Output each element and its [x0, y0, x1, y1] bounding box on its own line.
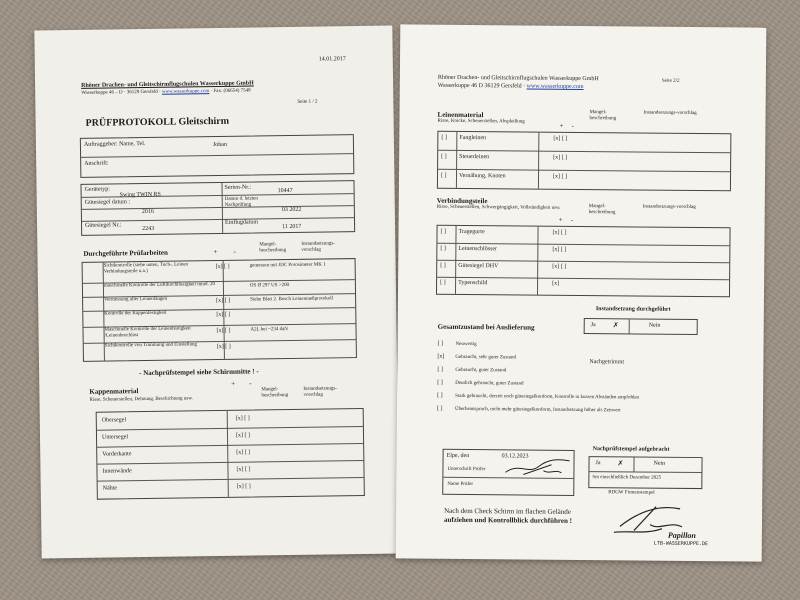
checks-plus: + — [213, 247, 218, 257]
document-date: 14.01.2017 — [318, 56, 346, 63]
repair-done-box — [584, 318, 698, 335]
check-row-label: Sichtkontrolle von Trimmung und Einstellung — [104, 342, 198, 349]
leinen-repair-header: Instandsetzungs-vorschlag — [643, 110, 697, 117]
verbindung-row-mark[interactable]: [x] [ ] — [552, 246, 567, 253]
leinen-heading: Leinenmaterial — [437, 110, 484, 120]
leinen-row-label: Vernähung, Knoten — [458, 172, 506, 180]
check-row-note: OS Ø 297 US >200 — [249, 282, 290, 289]
last-check-value[interactable]: 03 2022 — [281, 206, 302, 214]
checks-minus: - — [233, 247, 236, 256]
left-page — [34, 26, 399, 559]
state-label: Überbeanspruch, nicht mehr gütesiegelkonform, Instandsetzung höher als Zeitwert — [454, 406, 621, 414]
client-label: Auftraggeber: Name, Tel. — [83, 140, 146, 148]
leinen-row-mark[interactable]: [x] [ ] — [553, 135, 568, 142]
verbindung-defect-header: Mangel-beschreibung — [588, 204, 616, 216]
address-right-text: Wasserkuppe 46 D 36129 Gersfeld · — [437, 82, 526, 90]
verbindung-row-mark[interactable]: [x] — [552, 280, 560, 287]
repair-nein: Nein — [648, 322, 661, 329]
leinen-defect-header: Mangel-beschreibung — [589, 110, 617, 122]
verbindung-row-label: Leinenschlösser — [458, 245, 498, 253]
state-checkbox[interactable]: [x] — [437, 353, 445, 360]
flight-date-label: Einflugdatum — [224, 219, 259, 226]
kappen-row-label: Nähte — [102, 485, 118, 492]
brand-website: LTB-WASSERKUPPE.DE — [653, 540, 709, 548]
stamp-ja-check-icon[interactable]: ✗ — [617, 459, 624, 468]
check-row-label: Maschinelle Kontrolle der Leinenfestigkeit /Leinenbruchlast — [104, 326, 191, 339]
verbindung-repair-header: Instandsetzungs-vorschlag — [642, 204, 696, 210]
leinen-row-label: Steuerleinen — [459, 153, 490, 161]
kappen-row-label: Untersegel — [101, 434, 129, 441]
verbindung-row-box[interactable]: [ ] — [440, 245, 446, 252]
serial-label: Serien-Nr.: — [224, 184, 252, 191]
examiner-signature — [503, 454, 573, 479]
kappen-heading: Kappenmaterial — [89, 387, 139, 396]
seal-date-value[interactable]: 2016 — [141, 208, 154, 216]
checks-heading: Durchgeführte Prüfarbeiten — [83, 248, 168, 258]
kappen-row-mark[interactable]: [x] [ ] — [236, 466, 251, 473]
verbindung-row-box[interactable]: [ ] — [440, 262, 446, 269]
verbindung-row-box[interactable]: [ ] — [440, 228, 447, 235]
client-value[interactable]: Johan — [212, 141, 227, 149]
kappen-row-label: Vorderkante — [102, 451, 132, 458]
leinen-minus: - — [571, 121, 574, 130]
kappen-row-label: Innenwände — [102, 468, 132, 475]
state-checkbox[interactable]: [ ] — [437, 340, 444, 347]
org-address — [81, 89, 250, 97]
kappen-defect-header: Mangel-beschreibung — [261, 387, 289, 399]
kappen-minus: - — [249, 379, 252, 388]
kappen-row-mark[interactable]: [x] [ ] — [236, 483, 251, 490]
kappen-row-mark[interactable]: [x] [ ] — [235, 415, 250, 422]
stamp-subtext: RDGW Firmenstempel — [608, 490, 655, 496]
seal-number-label: Gütesiegel Nr.: — [85, 222, 122, 229]
address-text: Wasserkuppe 46 – D · 36129 Gersfeld · — [81, 89, 161, 96]
footer-line-1: Nach dem Check Schirm im flachen Gelände — [444, 506, 571, 516]
website-link-right[interactable]: www.wasserkuppe.com — [526, 83, 584, 91]
footer-line-2: aufziehen und Kontrollblick durchführen ! — [443, 515, 573, 525]
leinen-row-mark[interactable]: [x] [ ] — [553, 154, 568, 161]
kappen-row-mark[interactable]: [x] [ ] — [236, 449, 251, 456]
verbindung-row-label: Gütesiegel DHV — [458, 262, 499, 270]
stamp-heading: Nachprüfstempel aufgebracht — [592, 446, 670, 453]
page-number: Seite 1 / 2 — [297, 99, 318, 105]
checks-defect-header: Mangel-beschreibung — [259, 242, 287, 254]
device-box — [80, 180, 355, 236]
verbindung-plus: + — [558, 215, 563, 224]
right-page — [396, 24, 767, 561]
state-checkbox[interactable]: [ ] — [437, 392, 443, 399]
leinen-row-box[interactable]: [ ] — [441, 134, 447, 141]
check-row-mark[interactable]: [x] [ ] — [216, 327, 231, 335]
leinen-row-box[interactable]: [ ] — [440, 172, 447, 179]
check-row-label: Sichtkontrolle (siehe unten, Tuch-, Leinen Verbindungsteile u.a.) — [103, 262, 189, 275]
stamp-box — [588, 456, 702, 489]
place-label: Elpe, den — [446, 452, 470, 460]
website-link[interactable]: www.wasserkuppe.com — [161, 89, 210, 95]
kappen-subheading: Risse, Scheuerstellen, Dehnung, Beschichtung usw. — [89, 396, 193, 403]
check-row-note: gemessen mit JDC Porosimeter MK 1 — [249, 262, 326, 269]
verbindung-row-mark[interactable]: [x] [ ] — [552, 263, 567, 270]
leinen-plus: + — [559, 121, 564, 130]
stamp-until: Sm einschließlich Dezember 2025 — [592, 475, 662, 481]
state-label: Neuwertig — [455, 341, 477, 348]
examiner-name-label: Name Prüfer — [447, 481, 474, 488]
stamp-nein: Nein — [653, 460, 666, 467]
page-number-right: Seite 2/2 — [661, 78, 680, 84]
check-row-note: Siehe Blatt 2. Bosch Leinenmeßprotokoll — [250, 296, 334, 303]
leinen-row-mark[interactable]: [x] [ ] — [552, 173, 568, 180]
fax-text: · Fax. (06654) 7548 — [210, 88, 251, 95]
kappen-row-mark[interactable]: [x] [ ] — [235, 432, 251, 439]
state-label: Gebraucht, sehr guter Zustand — [455, 354, 516, 361]
state-checkbox[interactable]: [ ] — [437, 366, 443, 373]
check-row-label: maschinelle Kontrolle der Luftdurchlässigkeit mind. 20 — [103, 282, 216, 289]
leinen-row-box[interactable]: [ ] — [441, 153, 447, 160]
check-row-mark[interactable]: [x] [ ] — [216, 297, 231, 305]
signature-label: Unterschrift Prüfer — [447, 466, 486, 473]
leinen-row-label: Fangleinen — [459, 134, 487, 142]
client-box — [80, 134, 355, 178]
seal-date-label: Gütesiegel datum : — [84, 199, 131, 206]
trim-note: Nachgetrimmt — [589, 359, 625, 366]
kappen-table — [96, 408, 365, 500]
check-row-label: Kontrolle der Kappenfestigkeit — [104, 310, 167, 317]
org-name-right: Rhöner Drachen- und Gleitschirmflugschulen Wasserkuppe GmbH — [437, 74, 599, 83]
check-row-mark[interactable]: [x] [ ] — [215, 263, 230, 271]
check-row-mark[interactable]: [x] [ ] — [216, 343, 231, 351]
verbindung-row-mark[interactable]: [x] [ ] — [552, 229, 567, 236]
flight-date-value[interactable]: 11 2017 — [282, 223, 302, 231]
kappen-plus: + — [231, 379, 236, 388]
verbindung-row-label: Typenschild — [458, 279, 488, 287]
form-title: PRÜFPROTOKOLL Gleitschirm — [85, 115, 230, 129]
repair-ja-check-icon[interactable]: ✗ — [612, 321, 619, 330]
place-date[interactable]: 03.12.2023 — [501, 453, 529, 460]
device-type-value[interactable]: Swing TWIN RS — [119, 191, 161, 199]
signature-box — [442, 449, 574, 496]
seal-number-value[interactable]: 2243 — [142, 225, 155, 233]
verbindung-heading: Verbindungsteile — [436, 196, 488, 206]
overall-heading: Gesamtzustand bei Auslieferung — [437, 322, 535, 332]
leinen-subheading: Risse, Knicke, Scheuerstellen, Abspleißung — [437, 118, 525, 125]
state-label: Deutlich gebraucht, guter Zustand — [455, 380, 524, 387]
verbindung-minus: - — [570, 215, 574, 224]
check-row-note: A2L bei ~234 daN — [250, 327, 288, 333]
check-row-mark[interactable]: [x] [ ] — [216, 311, 231, 319]
brand-logo: Papillon — [667, 530, 696, 541]
stamp-note: - Nachprüfstempel siehe Schirmmitte ! - — [139, 367, 259, 378]
state-checkbox[interactable]: [ ] — [436, 405, 443, 412]
repair-done-heading: Instandsetzung durchgeführt — [595, 306, 671, 313]
verbindung-subheading: Risse, Scheuerstellen, Schwergängigkeit, Vollständigkeit usw. — [436, 204, 561, 211]
state-label: Stark gebraucht, derzeit noch gütesiegelkonform, Kontrolle in kurzen Abständen empfohlen — [455, 393, 640, 401]
checks-repair-header: Instandsetzungs-vorschlag — [301, 241, 335, 253]
address-label: Anschrift: — [84, 160, 109, 167]
last-check-label: Datum d. letzten Nachprüfung — [224, 196, 258, 208]
stamp-ja: Ja — [595, 460, 601, 467]
verbindung-row-box[interactable]: [ ] — [440, 279, 446, 286]
org-name: Rhöner Drachen- und Gleitschirmflugschulen Wasserkuppe GmbH — [81, 80, 254, 89]
check-row-label: Vermessung aller Leinenlängen — [104, 296, 168, 303]
kappen-row-label: Obersegel — [101, 417, 127, 424]
state-checkbox[interactable]: [ ] — [437, 379, 443, 386]
org-address-right — [438, 83, 584, 91]
repair-ja: Ja — [590, 322, 596, 329]
device-type-label: Gerätetyp: — [84, 186, 110, 193]
serial-value[interactable]: 10447 — [277, 187, 293, 195]
verbindung-row-label: Tragegurte — [458, 228, 485, 236]
kappen-repair-header: Instandsetzungs-vorschlag — [303, 386, 338, 398]
state-label: Gebraucht, guter Zustand — [455, 367, 507, 374]
